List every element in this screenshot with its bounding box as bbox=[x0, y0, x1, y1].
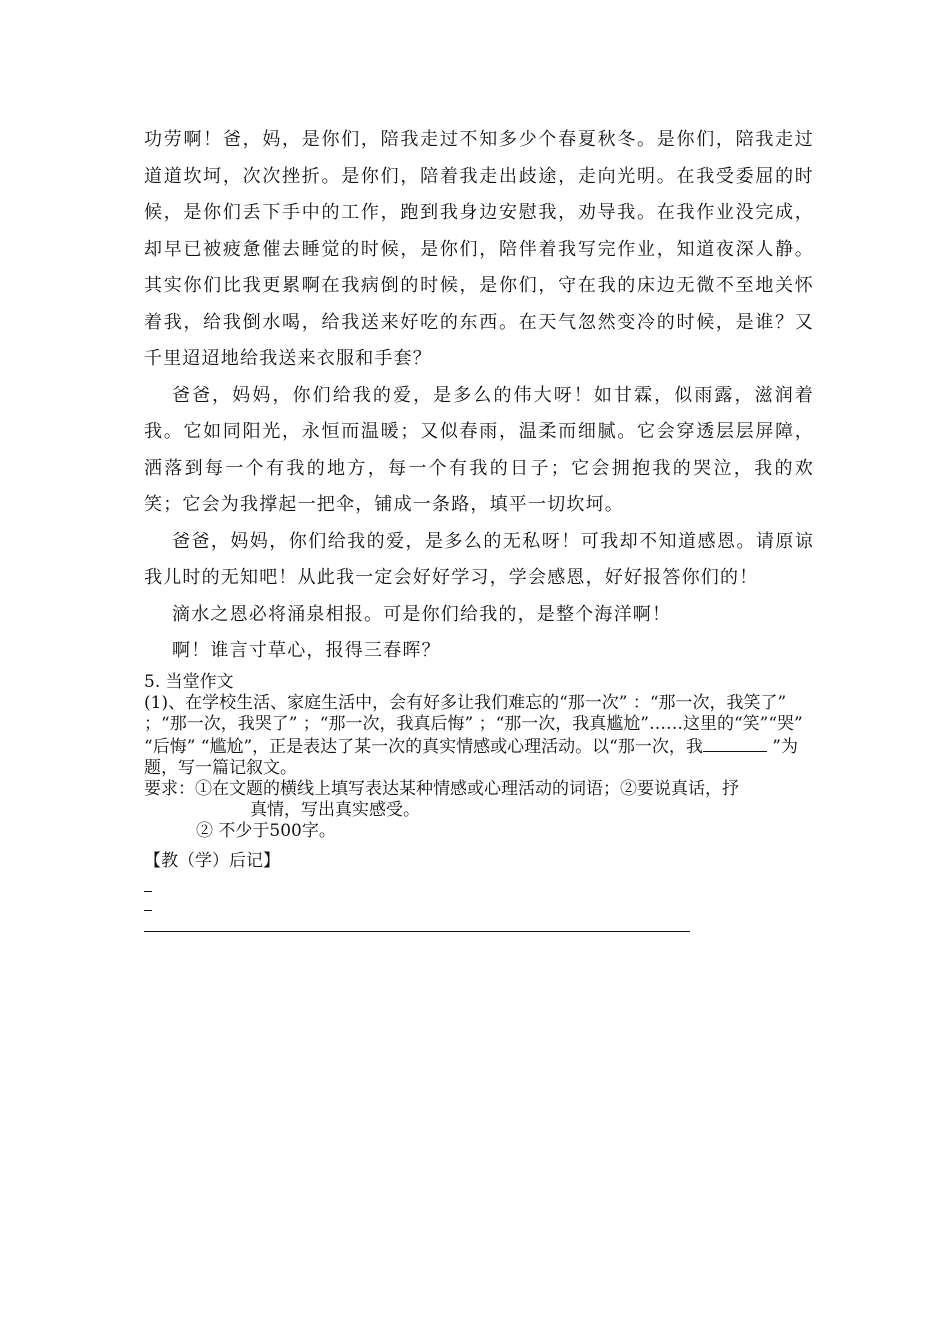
horizontal-rule bbox=[144, 931, 690, 932]
essay-paragraph: 啊！谁言寸草心，报得三春晖？ bbox=[172, 640, 441, 661]
essay-paragraph: 功劳啊！爸，妈，是你们，陪我走过不知多少个春夏秋冬。是你们，陪我走过道道坎坷，次次挫折。是你们，陪着我走出歧途，走向光明。在我受委屈的时候，是你们丢下手中的工作，跑到我身边安慰我，劝导我。在我作业没完成，却早已被疲惫催去睡觉的时候，是你们，陪伴着我写完作业，知道夜深人静。其实你们比我更累啊在我病倒的时候，是你们，守在我的床边无微不至地关怀着我，给我倒水喝，给我送来好吃的东西。在天气忽然变冷的时候，是谁？又千里迢迢地给我送来衣服和手套？ bbox=[144, 129, 814, 369]
task-requirement: 要求：①在文题的横线上填写表达某种情感或心理活动的词语；②要说真话，抒 bbox=[144, 779, 739, 799]
essay-paragraph: 爸爸，妈妈，你们给我的爱，是多么的无私呀！可我却不知道感恩。请原谅我儿时的无知吧！从此我一定会好好学习，学会感恩，好好报答你们的！ bbox=[144, 530, 814, 588]
writing-task bbox=[144, 672, 814, 842]
task-prompt-text: (1)、在学校生活、家庭生活中，会有好多让我们难忘的“那一次” ：“那一次，我笑了” ；“那一次，我哭了” ；“那一次，我真后悔” ；“那一次，我真尴尬”……这里的“笑”“哭” “后悔” “尴尬”，正是表达了某一次的真实情感或心理活动。以“那一次，我 bbox=[144, 693, 803, 757]
task-word-count: ② 不少于500字。 bbox=[196, 821, 336, 841]
essay-paragraph: 爸爸，妈妈，你们给我的爱，是多么的伟大呀！如甘霖，似雨露，滋润着我。它如同阳光，永恒而温暖；又似春雨，温柔而细腻。它会穿透层层屏障，洒落到每一个有我的地方，每一个有我的日子；它会拥抱我的哭泣，我的欢笑；它会为我撑起一把伞，铺成一条路，填平一切坎坷。 bbox=[144, 384, 814, 515]
afterword-title: 【教（学）后记】 bbox=[144, 851, 280, 871]
task-heading: 5. 当堂作文 bbox=[144, 672, 234, 692]
task-prompt bbox=[144, 693, 814, 779]
title-blank-line bbox=[703, 735, 767, 752]
blank-line bbox=[144, 910, 152, 911]
essay-body bbox=[144, 122, 814, 670]
task-requirement-continued: 真情，写出真实感受。 bbox=[250, 800, 420, 820]
essay-paragraph: 滴水之恩必将涌泉相报。可是你们给我的，是整个海洋啊！ bbox=[172, 603, 672, 625]
task-prompt-end: ”为题，写一篇记叙文。 bbox=[144, 737, 798, 778]
blank-line bbox=[144, 891, 152, 892]
